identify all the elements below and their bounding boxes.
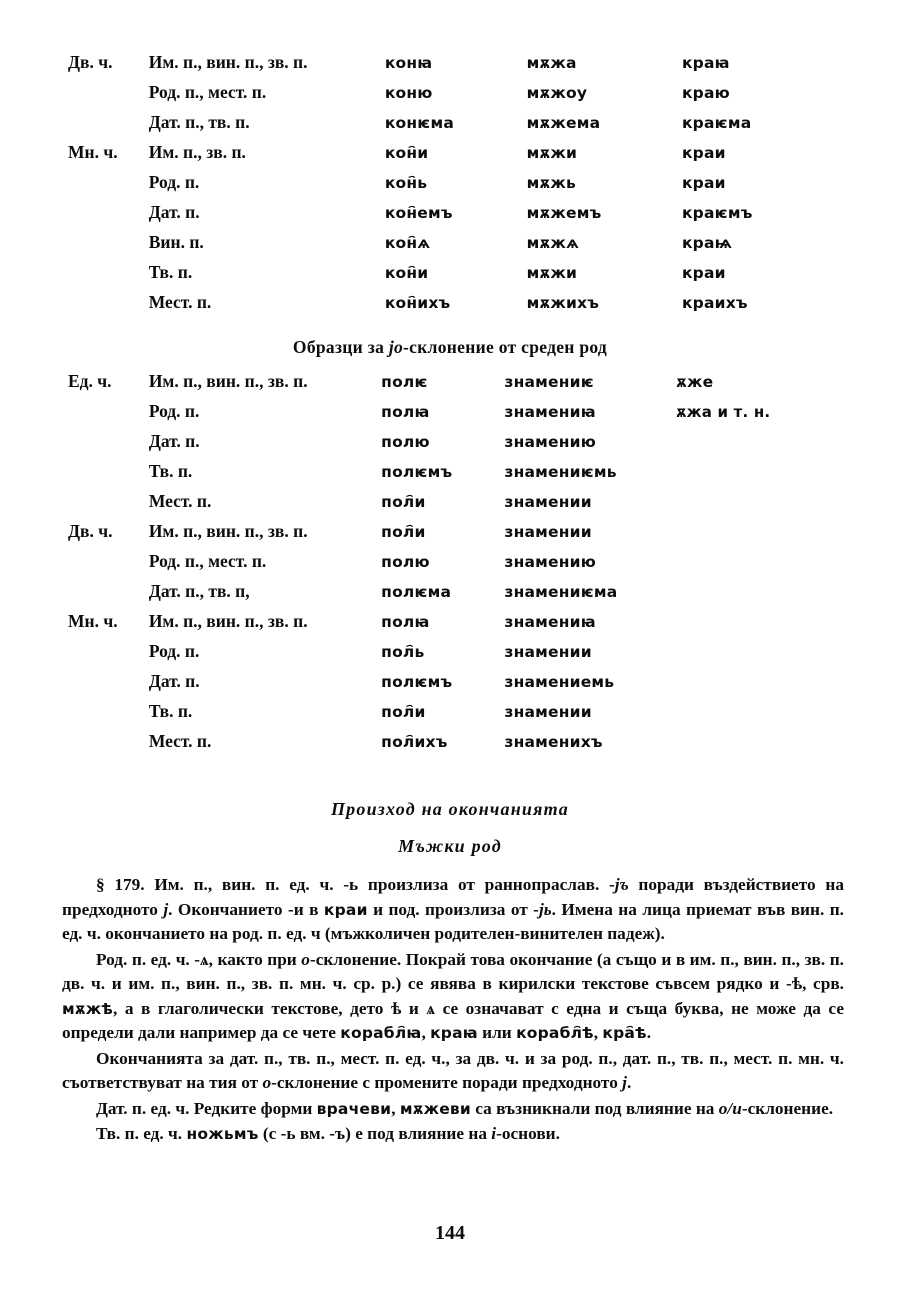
cell-case: Род. п., мест. п. xyxy=(148,82,267,102)
cell-case: Дат. п., тв. п, xyxy=(148,581,250,601)
cell-case: Дат. п. xyxy=(148,671,200,691)
cell-form-mazh: мѫжоу xyxy=(526,84,588,102)
cell-number xyxy=(68,731,149,761)
table-row xyxy=(68,142,858,172)
cell-case: Дат. п. xyxy=(148,202,200,222)
table-row xyxy=(68,551,858,581)
neuter-declension-table xyxy=(68,371,858,761)
p1-text-a: § 179. Им. п., вин. п. ед. ч. -ь произлиза от раннопраслав. - xyxy=(96,875,615,894)
cell-form-pole: полꙗ xyxy=(381,403,430,421)
cell-form-azhe: ѫжа и т. н. xyxy=(676,403,771,421)
cell-form-pole: полѥма xyxy=(381,583,452,601)
p2-text-d: , xyxy=(421,1023,431,1043)
cell-form-znamenie: знамениемь xyxy=(504,673,615,691)
cell-form-mazh: мѫжѧ xyxy=(526,234,580,252)
cell-form-azhe xyxy=(676,581,858,611)
cell-case: Род. п. xyxy=(148,172,200,192)
paragraph-179 xyxy=(62,873,844,947)
cell-form-mazh: мѫжи xyxy=(526,144,578,162)
cell-form-pole: пол҄и xyxy=(381,703,426,721)
cell-case: Им. п., вин. п., зв. п. xyxy=(148,611,308,631)
cell-number xyxy=(68,292,149,322)
p4-ocs-mazhevi: мѫжеви xyxy=(399,1099,471,1118)
table-row xyxy=(68,431,858,461)
cell-form-krai: краѥма xyxy=(681,114,752,132)
cell-case: Вин. п. xyxy=(148,232,204,252)
cell-form-pole: полю xyxy=(381,433,430,451)
table-row xyxy=(68,202,858,232)
p4-text-d: -склонение. xyxy=(741,1098,834,1118)
cell-number: Мн. ч. xyxy=(68,611,118,631)
p4-ocs-vrachevi: врачеви xyxy=(316,1099,392,1118)
cell-form-mazh: мѫжа xyxy=(526,54,577,72)
cell-form-azhe xyxy=(676,491,858,521)
cell-form-znamenie: знамениѥ xyxy=(504,373,594,391)
table-row xyxy=(68,262,858,292)
cell-number xyxy=(68,112,149,142)
cell-form-azhe xyxy=(676,641,858,671)
table-row xyxy=(68,701,858,731)
cell-form-znamenie: знамению xyxy=(504,433,596,451)
cell-number xyxy=(68,581,149,611)
cell-form-pole: полѥмъ xyxy=(381,463,453,481)
cell-number: Дв. ч. xyxy=(68,521,113,541)
cell-form-krai: краю xyxy=(681,84,730,102)
cell-number xyxy=(68,641,149,671)
cell-form-pole: полю xyxy=(381,553,430,571)
p2-text-g: . xyxy=(646,1023,652,1043)
cell-form-znamenie: знамении xyxy=(504,523,592,541)
p2-ocs-korablja: корабл҄ꙗ xyxy=(340,1024,422,1043)
cell-form-krai: краꙗ xyxy=(681,54,730,72)
p2-ocs-krae: кра҄ѣ xyxy=(602,1024,647,1043)
cell-case: Тв. п. xyxy=(148,262,193,282)
p3-text-b: -склонение с промените поради предходното xyxy=(271,1073,623,1093)
paragraph-dative xyxy=(62,1097,844,1122)
cell-form-znamenie: знамениѥмь xyxy=(504,463,617,481)
cell-form-azhe xyxy=(676,461,858,491)
cell-form-pole: пол҄и xyxy=(381,523,426,541)
table-row xyxy=(68,581,858,611)
p2-ocs-mazhe: мѫжѣ xyxy=(62,999,113,1018)
cell-number xyxy=(68,431,149,461)
cell-number xyxy=(68,401,149,431)
p3-text-c: . xyxy=(626,1073,632,1093)
p1-italic-3: jь xyxy=(538,899,552,919)
p4-text-a: Дат. п. ед. ч. Редките форми xyxy=(96,1098,317,1118)
p1-italic-2: j xyxy=(163,899,169,919)
masculine-gender-heading: Мъжки род xyxy=(398,836,502,856)
cell-form-kon: кон҄ь xyxy=(384,174,428,192)
cell-number xyxy=(68,671,149,701)
cell-form-pole: пол҄и xyxy=(381,493,426,511)
cell-form-kon: кон҄ихъ xyxy=(384,294,451,312)
p1-ocs-krai: краи xyxy=(323,900,368,919)
heading-text-after: -склонение от среден род xyxy=(403,337,608,357)
cell-number xyxy=(68,172,149,202)
table-body xyxy=(68,52,858,322)
cell-case: Мест. п. xyxy=(148,731,212,751)
cell-number xyxy=(68,551,149,581)
paragraph-instrumental xyxy=(62,1122,844,1147)
cell-number xyxy=(68,491,149,521)
p4-text-c: са възникнали под влияние на xyxy=(470,1098,719,1118)
cell-form-znamenie: знамениꙗ xyxy=(504,403,596,421)
cell-case: Мест. п. xyxy=(148,491,212,511)
paragraph-endings xyxy=(62,1047,844,1096)
p3-italic-2: j xyxy=(622,1073,627,1093)
cell-form-pole: пол҄ь xyxy=(381,643,425,661)
table-row xyxy=(68,611,858,641)
p2-ocs-korable: корабл҄ѣ xyxy=(516,1024,594,1043)
p4-text-b: , xyxy=(391,1098,400,1118)
cell-form-krai: краѩ xyxy=(681,234,733,252)
cell-form-kon: конꙗ xyxy=(384,54,433,72)
p2-text-a: Род. п. ед. ч. -ѧ, както при xyxy=(96,949,302,969)
cell-form-kon: кон҄и xyxy=(384,144,429,162)
p1-italic-1: jъ xyxy=(614,875,629,894)
cell-form-znamenie: знамении xyxy=(504,643,592,661)
cell-case: Мест. п. xyxy=(148,292,212,312)
cell-form-azhe xyxy=(676,701,858,731)
cell-form-pole: полѥ xyxy=(381,373,428,391)
cell-form-kon: коню xyxy=(384,84,433,102)
origin-of-endings-heading: Произход на окончанията xyxy=(330,799,570,819)
cell-form-azhe xyxy=(676,671,858,701)
table-row xyxy=(68,52,858,82)
neuter-section-heading xyxy=(0,337,900,358)
p3-text-a: Окончанията за дат. п., тв. п., мест. п. ед. ч., за дв. ч. и за род. п., дат. п., тв. п., мест. п. мн. ч. съответствуват на тия от xyxy=(62,1048,844,1093)
heading-text-before: Образци за xyxy=(292,337,389,357)
cell-number xyxy=(68,461,149,491)
cell-form-pole: пол҄ихъ xyxy=(381,733,448,751)
masculine-declension-table xyxy=(68,52,858,322)
cell-form-znamenie: знаменихъ xyxy=(504,733,603,751)
cell-form-azhe xyxy=(676,431,858,461)
cell-number: Дв. ч. xyxy=(68,52,113,72)
table-row xyxy=(68,731,858,761)
cell-case: Род. п. xyxy=(148,641,200,661)
p1-text-b: поради въздействието на предходното xyxy=(62,875,845,919)
table-row xyxy=(68,491,858,521)
cell-form-azhe xyxy=(676,611,858,641)
table-row xyxy=(68,232,858,262)
cell-form-znamenie: знамениꙗ xyxy=(504,613,596,631)
cell-number: Ед. ч. xyxy=(68,371,112,391)
cell-form-krai: краѥмъ xyxy=(681,204,753,222)
cell-form-kon: кон҄и xyxy=(384,264,429,282)
p5-text-c: -основи. xyxy=(496,1124,560,1144)
cell-form-mazh: мѫжихъ xyxy=(526,294,600,312)
cell-case: Дат. п., тв. п. xyxy=(148,112,250,132)
cell-case: Род. п. xyxy=(148,401,200,421)
table-row xyxy=(68,82,858,112)
cell-number xyxy=(68,701,149,731)
p5-ocs-nozhmu: ножьмъ xyxy=(186,1125,259,1144)
table-row xyxy=(68,172,858,202)
paragraph-genitive xyxy=(62,948,844,1046)
p5-italic-1: i xyxy=(491,1124,497,1144)
cell-form-mazh: мѫжи xyxy=(526,264,578,282)
p1-text-e: . Имена на лица приемат във вин. п. ед. ч. окончанието на род. п. ед. ч (мъжколичен родителен-винителен падеж). xyxy=(62,899,845,944)
p2-text-b: -склонение. Покрай това окончание (а също и в им. п., вин. п., зв. п. дв. ч. и им. п., вин. п., зв. п. мн. ч. ср. р.) се явява в кирилски текстове съвсем рядко и -ѣ, срв. xyxy=(62,949,844,994)
table-body xyxy=(68,371,858,761)
cell-form-azhe xyxy=(676,551,858,581)
p5-text-b: (с -ь вм. -ъ) е под влияние на xyxy=(258,1124,492,1144)
cell-form-krai: краи xyxy=(681,264,726,282)
p4-italic-1: о/и xyxy=(718,1098,742,1118)
cell-case: Тв. п. xyxy=(148,461,193,481)
table-row xyxy=(68,371,858,401)
p1-text-d: и под. произлиза от - xyxy=(367,899,539,919)
page-number: 144 xyxy=(435,1222,465,1244)
cell-case: Им. п., вин. п., зв. п. xyxy=(148,521,308,541)
p2-text-c: , а в глаголически текстове, дето ѣ и ѧ се означават с една и съща буква, не може да се определи дали например да се чете xyxy=(62,998,844,1043)
cell-form-azhe xyxy=(676,521,858,551)
cell-form-mazh: мѫжемъ xyxy=(526,204,602,222)
cell-form-krai: краи xyxy=(681,144,726,162)
table-row xyxy=(68,671,858,701)
p5-text-a: Тв. п. ед. ч. xyxy=(96,1124,187,1144)
cell-number xyxy=(68,262,149,292)
cell-form-kon: конѥма xyxy=(384,114,455,132)
cell-form-znamenie: знамении xyxy=(504,703,592,721)
p2-text-f: , xyxy=(593,1023,603,1043)
cell-case: Дат. п. xyxy=(148,431,200,451)
p3-italic-1: о xyxy=(262,1073,272,1093)
cell-case: Им. п., вин. п., зв. п. xyxy=(148,52,308,72)
cell-form-pole: полꙗ xyxy=(381,613,430,631)
cell-form-kon: кон҄емъ xyxy=(384,204,453,222)
cell-number xyxy=(68,232,149,262)
cell-form-znamenie: знамении xyxy=(504,493,592,511)
p1-text-c: . Окончанието -и в xyxy=(168,899,324,919)
cell-case: Им. п., вин. п., зв. п. xyxy=(148,371,308,391)
cell-form-mazh: мѫжема xyxy=(526,114,601,132)
table-row xyxy=(68,292,858,322)
cell-form-azhe: ѫже xyxy=(676,373,714,391)
cell-number xyxy=(68,82,149,112)
p2-ocs-kraja: краꙗ xyxy=(430,1024,478,1043)
cell-case: Род. п., мест. п. xyxy=(148,551,267,571)
body-text-block xyxy=(62,873,844,1147)
cell-form-kon: кон҄ѧ xyxy=(384,234,431,252)
table-row xyxy=(68,641,858,671)
cell-form-pole: полѥмъ xyxy=(381,673,453,691)
cell-form-azhe xyxy=(676,731,858,761)
table-row xyxy=(68,461,858,491)
p2-italic-1: о xyxy=(301,949,310,969)
cell-number: Мн. ч. xyxy=(68,142,118,162)
cell-case: Им. п., зв. п. xyxy=(148,142,246,162)
table-row xyxy=(68,401,858,431)
cell-form-znamenie: знамениѥма xyxy=(504,583,618,601)
cell-number xyxy=(68,202,149,232)
cell-form-znamenie: знамению xyxy=(504,553,596,571)
heading-text-italic: jo xyxy=(388,337,404,357)
cell-form-krai: краихъ xyxy=(681,294,748,312)
table-row xyxy=(68,112,858,142)
cell-form-mazh: мѫжь xyxy=(526,174,576,192)
p2-text-e: или xyxy=(477,1023,517,1043)
cell-case: Тв. п. xyxy=(148,701,193,721)
table-row xyxy=(68,521,858,551)
cell-form-krai: краи xyxy=(681,174,726,192)
